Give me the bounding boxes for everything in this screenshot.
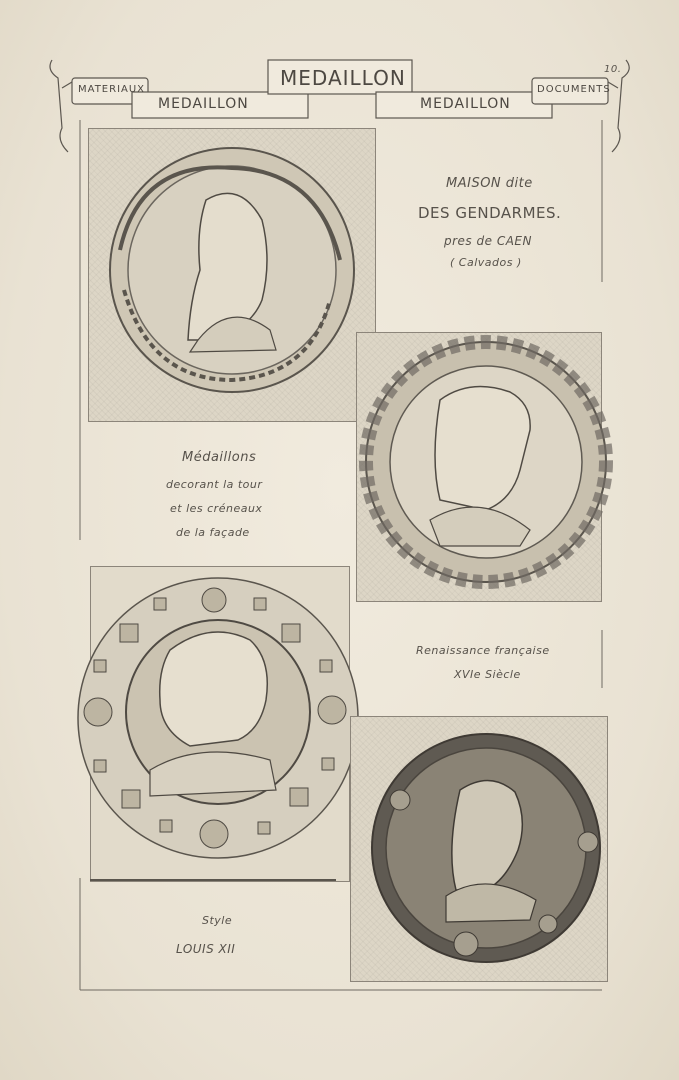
banner-tag-materiaux: MATERIAUX — [78, 84, 146, 95]
medallions-caption-line-1: Médaillons — [182, 450, 257, 465]
medallions-caption-line-3: et les créneaux — [170, 502, 263, 515]
style-caption-line-1: Style — [202, 914, 233, 927]
plate-number: 10. — [604, 64, 622, 75]
banner-tag-documents: DOCUMENTS — [537, 84, 611, 95]
medallions-caption-line-4: de la façade — [176, 526, 250, 539]
period-caption-line-2: XVIe Siècle — [454, 668, 521, 681]
style-caption-line-2: LOUIS XII — [176, 942, 236, 956]
location-line-3: pres de CAEN — [444, 234, 532, 248]
banner-title-center: MEDAILLON — [280, 66, 406, 90]
period-caption-line-1: Renaissance française — [416, 644, 550, 657]
banner-title-right: MEDAILLON — [420, 96, 511, 112]
location-line-4: ( Calvados ) — [450, 256, 522, 269]
location-line-2: DES GENDARMES. — [418, 204, 562, 222]
location-line-1: MAISON dite — [446, 176, 533, 191]
medallions-caption-line-2: decorant la tour — [166, 478, 263, 491]
banner-title-left: MEDAILLON — [158, 96, 249, 112]
